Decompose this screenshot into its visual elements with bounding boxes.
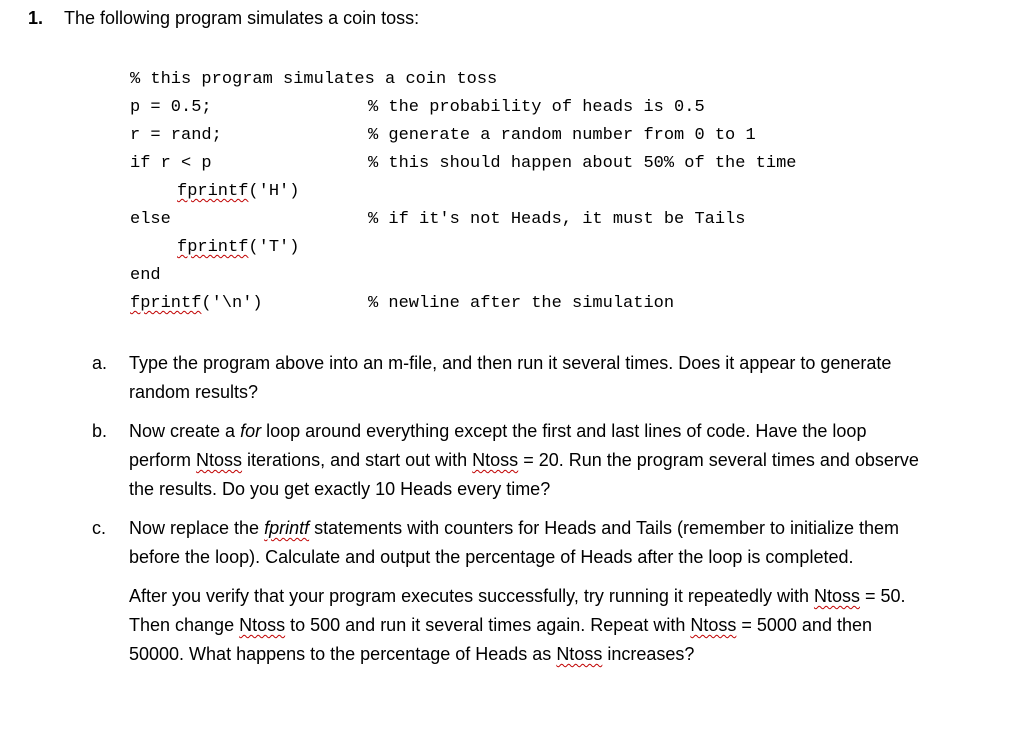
item-label: a. (92, 353, 108, 373)
code-line-3: if r < p (130, 154, 212, 173)
item-text: Now replace the fprintf statements with counters for Heads and Tails (remember to initialize them before the loop). Calculate and output the percentage of Heads after the loop is completed. (129, 518, 900, 567)
ntoss-term: Ntoss (556, 644, 603, 664)
code-line-5: else (130, 210, 171, 229)
code-line-8 (130, 290, 263, 318)
code-line-7: end (130, 266, 161, 285)
item-c-followup (92, 582, 922, 669)
code-args: ('\n') (201, 294, 263, 313)
item-text: Now create a for loop around everything except the first and last lines of code. Have the loop perform Ntoss iterations, and start out with Ntoss = 20. Run the program several times and observe the results. Do you get exactly 10 Heads every time? (129, 421, 919, 499)
ntoss-term: Ntoss (690, 615, 737, 635)
item-label: b. (92, 421, 108, 441)
code-comment-2: % generate a random number from 0 to 1 (368, 126, 756, 145)
question-items (92, 349, 922, 669)
fprintf-token: fprintf (177, 182, 249, 201)
ntoss-term: Ntoss (472, 450, 519, 470)
item-a (92, 349, 922, 407)
code-args: ('T') (248, 238, 300, 257)
code-line-4 (177, 178, 299, 206)
code-comment-5: % if it's not Heads, it must be Tails (368, 210, 746, 229)
code-header-comment: % this program simulates a coin toss (130, 70, 498, 89)
code-comment-1: % the probability of heads is 0.5 (368, 98, 705, 117)
code-comment-3: % this should happen about 50% of the time (368, 154, 797, 173)
fprintf-token: fprintf (177, 238, 249, 257)
item-c (92, 514, 922, 572)
code-block (130, 66, 910, 326)
fprintf-token: fprintf (130, 294, 202, 313)
question-title: The following program simulates a coin toss: (64, 8, 420, 28)
code-line-2: r = rand; (130, 126, 222, 145)
question-number: 1. (28, 8, 44, 28)
followup-text: After you verify that your program executes successfully, try running it repeatedly with Ntoss = 50. Then change Ntoss to 500 and run it several times again. Repeat with Ntoss = 5000 and then 50000. What happens to the percentage of Heads as Ntoss increases? (129, 586, 906, 664)
code-line-1: p = 0.5; (130, 98, 212, 117)
code-args: ('H') (248, 182, 300, 201)
item-text: Type the program above into an m-file, and then run it several times. Does it appear to generate random results? (129, 353, 892, 402)
ntoss-term: Ntoss (239, 615, 286, 635)
ntoss-term: Ntoss (196, 450, 243, 470)
for-keyword: for (240, 421, 262, 441)
code-line-6 (177, 234, 299, 262)
item-label: c. (92, 518, 107, 538)
item-b (92, 417, 922, 504)
fprintf-term: fprintf (264, 518, 310, 538)
ntoss-term: Ntoss (813, 586, 860, 606)
code-comment-8: % newline after the simulation (368, 294, 675, 313)
